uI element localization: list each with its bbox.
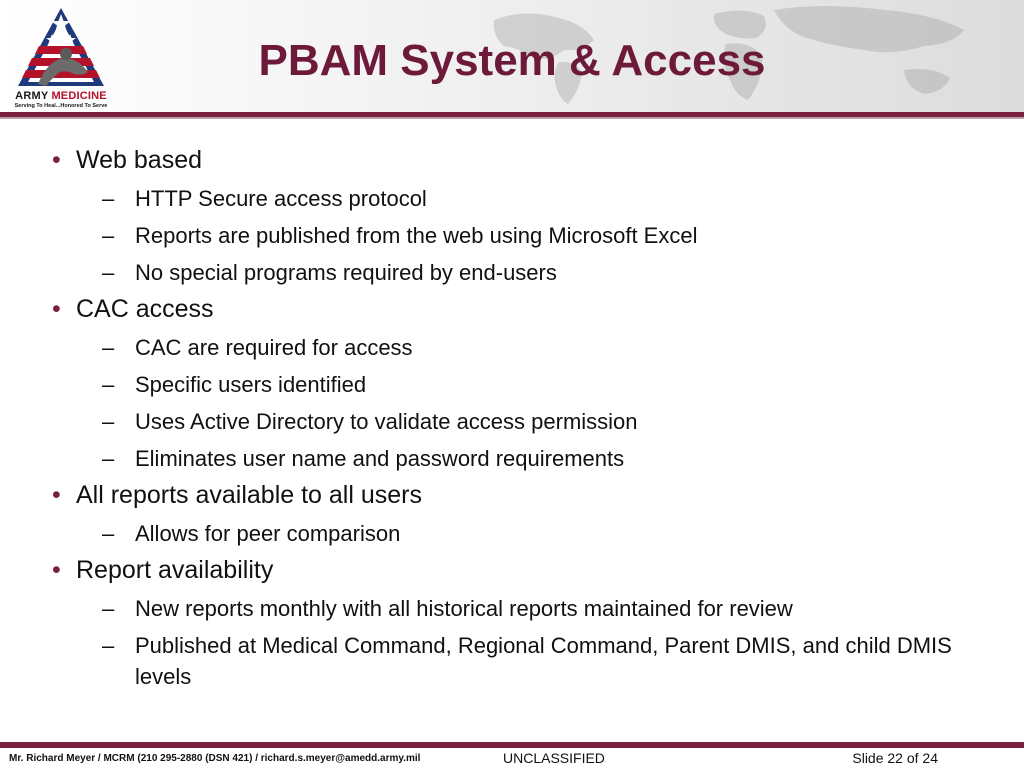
dash-icon: –	[102, 223, 115, 248]
classification-label: UNCLASSIFIED	[503, 750, 605, 766]
bullet-text: All reports available to all users	[76, 481, 422, 509]
slide-footer	[0, 748, 1024, 768]
dash-icon: –	[102, 596, 115, 621]
sub-bullet-text: Specific users identified	[135, 372, 367, 397]
dash-icon: –	[102, 335, 115, 360]
sub-bullet-text: Allows for peer comparison	[135, 521, 401, 546]
footer-contact-info: Mr. Richard Meyer / MCRM (210 295-2880 (DSN 421) / richard.s.meyer@amedd.army.mil	[9, 753, 421, 764]
sub-bullet	[50, 406, 980, 437]
dash-icon: –	[102, 260, 115, 285]
sub-bullet-text: New reports monthly with all historical reports maintained for review	[135, 596, 793, 621]
slide-title: PBAM System & Access	[258, 36, 766, 85]
sub-bullet	[50, 593, 980, 624]
sub-bullet	[50, 630, 980, 692]
bullet-dot-icon: •	[52, 295, 61, 323]
slide-header	[0, 0, 1024, 112]
sub-bullet-text: HTTP Secure access protocol	[135, 186, 427, 211]
dash-icon: –	[102, 633, 115, 658]
sub-bullet-text: Published at Medical Command, Regional Command, Parent DMIS, and child DMIS levels	[135, 633, 952, 689]
dash-icon: –	[102, 372, 115, 397]
sub-bullet	[50, 443, 980, 474]
sub-bullet	[50, 220, 980, 251]
logo-text-army: ARMY	[15, 90, 49, 102]
sub-bullet-text: No special programs required by end-users	[135, 260, 557, 285]
sub-bullet	[50, 332, 980, 363]
dash-icon: –	[102, 521, 115, 546]
sub-bullet-text: Reports are published from the web using Microsoft Excel	[135, 223, 698, 248]
slide-number: Slide 22 of 24	[852, 750, 938, 766]
bullet-dot-icon: •	[52, 556, 61, 584]
bullet-text: CAC access	[76, 295, 214, 323]
sub-bullet	[50, 183, 980, 214]
bullet-web-based	[50, 143, 980, 177]
header-divider-shadow	[0, 117, 1024, 119]
bullet-cac-access	[50, 292, 980, 326]
sub-bullet	[50, 369, 980, 400]
logo-wordmark	[8, 90, 114, 102]
logo-text-medicine: MEDICINE	[51, 90, 107, 102]
sub-bullet	[50, 257, 980, 288]
sub-bullet	[50, 518, 980, 549]
dash-icon: –	[102, 409, 115, 434]
sub-bullet-text: CAC are required for access	[135, 335, 413, 360]
slide-body	[50, 143, 980, 692]
bullet-all-reports	[50, 478, 980, 512]
bullet-report-availability	[50, 553, 980, 587]
dash-icon: –	[102, 186, 115, 211]
bullet-dot-icon: •	[52, 481, 61, 509]
bullet-dot-icon: •	[52, 146, 61, 174]
bullet-text: Report availability	[76, 556, 274, 584]
dash-icon: –	[102, 446, 115, 471]
logo-tagline: Serving To Heal...Honored To Serve	[14, 103, 108, 109]
sub-bullet-text: Uses Active Directory to validate access permission	[135, 409, 638, 434]
bullet-text: Web based	[76, 146, 203, 174]
sub-bullet-text: Eliminates user name and password requirements	[135, 446, 625, 471]
